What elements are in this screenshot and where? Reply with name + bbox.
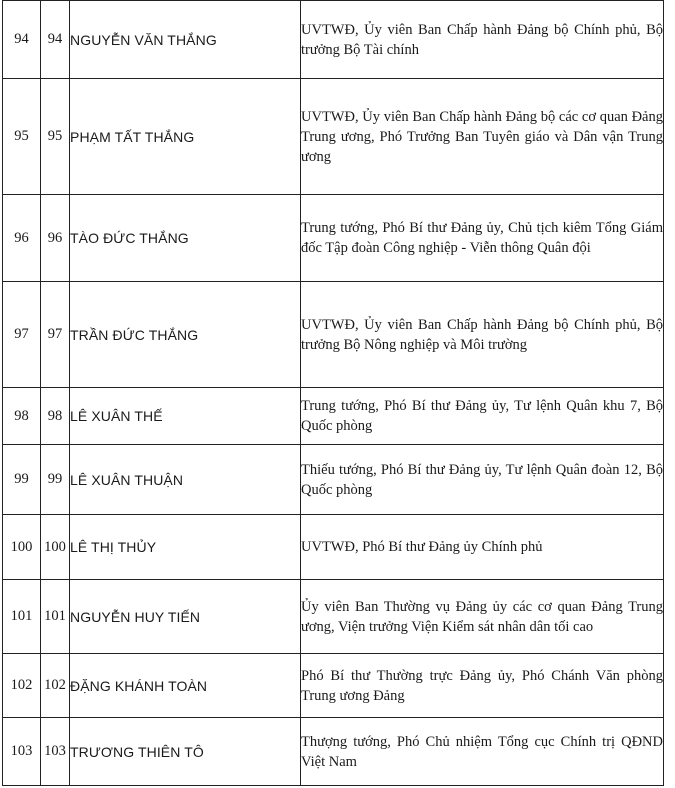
row-index: 101 <box>3 580 41 654</box>
table-row <box>3 282 664 388</box>
member-position <box>301 580 664 654</box>
member-position <box>301 445 664 515</box>
row-index: 102 <box>3 654 41 718</box>
table-row <box>3 445 664 515</box>
member-position <box>301 282 664 388</box>
position-text: Ủy viên Ban Thường vụ Đảng ủy các cơ quan Đảng Trung ương, Viện trưởng Viện Kiểm sát nhân dân tối cao <box>301 598 663 635</box>
table-row <box>3 515 664 580</box>
member-table <box>2 0 664 786</box>
row-index: 103 <box>3 718 41 786</box>
table-row <box>3 654 664 718</box>
row-number: 103 <box>41 718 70 786</box>
member-name: LÊ THỊ THỦY <box>70 515 301 580</box>
member-name: TRƯƠNG THIÊN TÔ <box>70 718 301 786</box>
position-text: UVTWĐ, Ủy viên Ban Chấp hành Đảng bộ Chính phủ, Bộ trưởng Bộ Tài chính <box>301 21 663 58</box>
position-text: UVTWĐ, Ủy viên Ban Chấp hành Đảng bộ Chính phủ, Bộ trưởng Bộ Nông nghiệp và Môi trường <box>301 316 663 353</box>
member-name: ĐẶNG KHÁNH TOÀN <box>70 654 301 718</box>
member-name: NGUYỄN HUY TIẾN <box>70 580 301 654</box>
member-position <box>301 1 664 79</box>
member-name: NGUYỄN VĂN THẮNG <box>70 1 301 79</box>
row-number: 94 <box>41 1 70 79</box>
row-index: 99 <box>3 445 41 515</box>
row-number: 99 <box>41 445 70 515</box>
position-text: Trung tướng, Phó Bí thư Đảng ủy, Chủ tịch kiêm Tổng Giám đốc Tập đoàn Công nghiệp - Viễn thông Quân đội <box>301 220 663 256</box>
member-position <box>301 654 664 718</box>
member-name: LÊ XUÂN THUẬN <box>70 445 301 515</box>
row-number: 102 <box>41 654 70 718</box>
table-row <box>3 195 664 282</box>
position-text: Thượng tướng, Phó Chủ nhiệm Tổng cục Chính trị QĐND Việt Nam <box>301 733 663 770</box>
row-number: 95 <box>41 79 70 195</box>
position-text: Trung tướng, Phó Bí thư Đảng ủy, Tư lệnh Quân khu 7, Bộ Quốc phòng <box>301 398 663 434</box>
row-index: 94 <box>3 1 41 79</box>
member-position <box>301 388 664 445</box>
member-name: TÀO ĐỨC THẮNG <box>70 195 301 282</box>
row-index: 95 <box>3 79 41 195</box>
row-index: 96 <box>3 195 41 282</box>
table-row <box>3 718 664 786</box>
row-number: 101 <box>41 580 70 654</box>
member-position <box>301 515 664 580</box>
table-row <box>3 388 664 445</box>
member-name: TRẦN ĐỨC THẮNG <box>70 282 301 388</box>
row-number: 97 <box>41 282 70 388</box>
table-row <box>3 580 664 654</box>
table-row <box>3 1 664 79</box>
position-text: Phó Bí thư Thường trực Đảng ủy, Phó Chánh Văn phòng Trung ương Đảng <box>301 667 663 704</box>
member-position <box>301 79 664 195</box>
row-index: 97 <box>3 282 41 388</box>
member-position <box>301 718 664 786</box>
member-position <box>301 195 664 282</box>
position-text: UVTWĐ, Ủy viên Ban Chấp hành Đảng bộ các cơ quan Đảng Trung ương, Phó Trưởng Ban Tuyên giáo và Dân vận Trung ương <box>301 108 663 165</box>
row-number: 98 <box>41 388 70 445</box>
row-number: 100 <box>41 515 70 580</box>
position-text: UVTWĐ, Phó Bí thư Đảng ủy Chính phủ <box>301 539 543 555</box>
member-name: LÊ XUÂN THẾ <box>70 388 301 445</box>
row-number: 96 <box>41 195 70 282</box>
row-index: 100 <box>3 515 41 580</box>
row-index: 98 <box>3 388 41 445</box>
position-text: Thiếu tướng, Phó Bí thư Đảng ủy, Tư lệnh Quân đoàn 12, Bộ Quốc phòng <box>301 461 663 498</box>
member-name: PHẠM TẤT THẮNG <box>70 79 301 195</box>
table-row <box>3 79 664 195</box>
